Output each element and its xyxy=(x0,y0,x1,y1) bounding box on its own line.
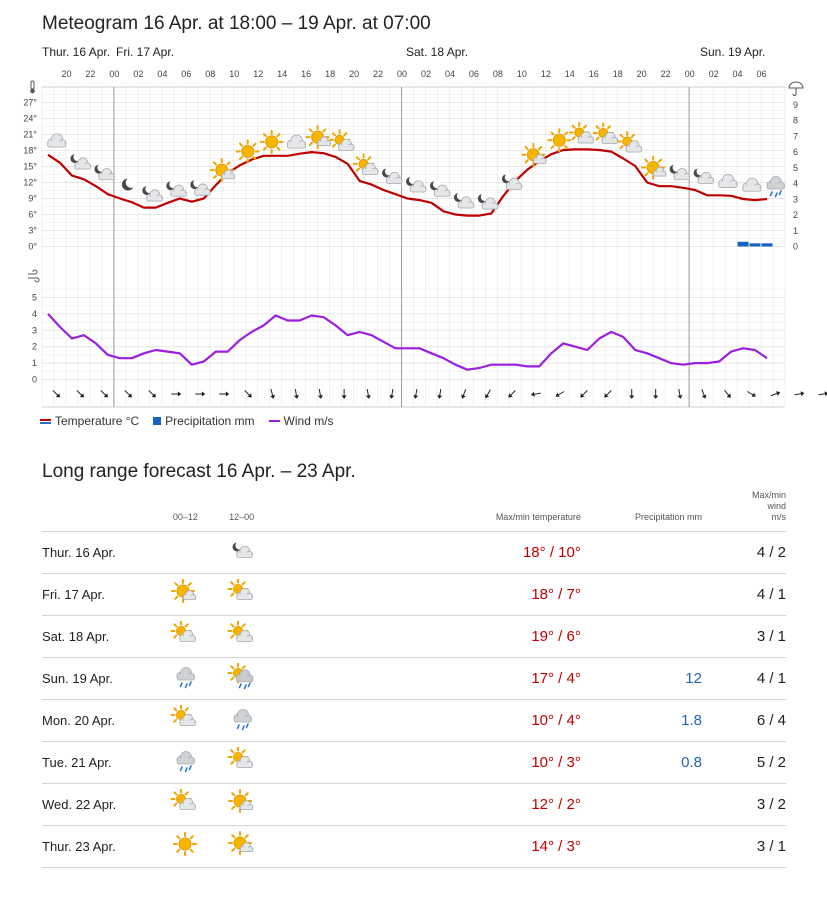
temperature-swatch xyxy=(40,419,51,424)
sun-icon xyxy=(170,831,200,859)
hour-label: 04 xyxy=(157,69,168,79)
forecast-icon-morning xyxy=(157,826,213,868)
forecast-icon-morning xyxy=(157,532,213,574)
forecast-temperature: 18° / 7° xyxy=(270,574,581,616)
forecast-wind: 6 / 4 xyxy=(702,700,786,742)
forecast-row xyxy=(42,826,786,868)
cloudy-symbol-icon xyxy=(287,135,305,148)
temp-tick-label: 6° xyxy=(28,209,37,220)
forecast-icon-morning xyxy=(157,616,213,658)
hour-label: 04 xyxy=(444,69,455,79)
long-range-header xyxy=(42,490,786,532)
hour-label: 02 xyxy=(420,69,431,79)
wind-swatch xyxy=(269,420,280,422)
precipitation-bar xyxy=(738,242,749,247)
wind-arrow-icon xyxy=(195,392,205,397)
precip-tick-label: 6 xyxy=(793,147,799,157)
meteogram-legend xyxy=(40,414,334,428)
thermometer-icon xyxy=(30,81,35,93)
forecast-wind: 4 / 1 xyxy=(702,658,786,700)
legend-precipitation xyxy=(153,414,254,428)
forecast-temperature: 19° / 6° xyxy=(270,616,581,658)
forecast-icon-afternoon xyxy=(214,616,270,658)
precipitation-series xyxy=(738,242,773,247)
forecast-icon-afternoon xyxy=(214,658,270,700)
pnight-symbol-icon xyxy=(190,179,210,195)
forecast-icon-morning xyxy=(157,784,213,826)
forecast-row xyxy=(42,658,786,700)
precip-tick-label: 4 xyxy=(793,178,799,189)
forecast-day: Sun. 19 Apr. xyxy=(42,658,157,700)
hour-label: 18 xyxy=(325,69,336,79)
hour-label: 04 xyxy=(732,69,743,79)
hour-label: 22 xyxy=(85,69,96,79)
hour-label: 02 xyxy=(708,69,719,79)
umbrella-icon xyxy=(789,82,803,96)
legend-temperature xyxy=(40,414,139,428)
partly-cloudy-icon xyxy=(227,621,257,649)
forecast-icon-afternoon xyxy=(214,826,270,868)
forecast-icon-afternoon xyxy=(214,784,270,826)
forecast-precipitation xyxy=(581,826,702,868)
hour-label: 06 xyxy=(756,69,767,79)
wind-tick-label: 1 xyxy=(31,358,37,369)
temp-tick-label: 18° xyxy=(23,145,37,156)
sun-symbol-icon xyxy=(261,131,283,153)
legend-wind-label: Wind m/s xyxy=(283,414,334,428)
wind-arrows xyxy=(51,388,827,399)
forecast-temperature: 18° / 10° xyxy=(270,532,581,574)
wind-arrow-icon xyxy=(770,390,781,398)
wind-icon xyxy=(28,270,39,282)
hour-label: 10 xyxy=(516,69,527,79)
forecast-row xyxy=(42,532,786,574)
forecast-wind: 3 / 1 xyxy=(702,616,786,658)
wind-arrow-icon xyxy=(722,389,732,400)
forecast-precipitation: 0.8 xyxy=(581,742,702,784)
psun-symbol-icon xyxy=(522,144,546,166)
pnight-symbol-icon xyxy=(454,192,474,208)
partly-cloudy-icon xyxy=(170,789,200,817)
temp-tick-label: 24° xyxy=(23,113,37,124)
precip-tick-label: 2 xyxy=(793,210,799,220)
meteogram-chart xyxy=(0,0,827,410)
pnight-symbol-icon xyxy=(382,167,402,183)
wind-arrow-icon xyxy=(483,388,492,399)
sun-rain-cloud-icon xyxy=(227,663,257,691)
day-label: Sat. 18 Apr. xyxy=(406,45,469,59)
precip-tick-label: 3 xyxy=(793,194,799,205)
forecast-wind: 3 / 2 xyxy=(702,784,786,826)
wind-arrow-icon xyxy=(75,389,86,400)
wind-tick-label: 0 xyxy=(31,374,37,385)
precipitation-bar xyxy=(750,243,761,246)
partly-cloudy-icon xyxy=(227,747,257,775)
forecast-precipitation xyxy=(581,532,702,574)
grid xyxy=(42,87,785,407)
wind-arrow-icon xyxy=(746,389,757,398)
wind-arrow-icon xyxy=(123,389,134,400)
cloudy-symbol-icon xyxy=(743,178,761,191)
forecast-precipitation: 12 xyxy=(581,658,702,700)
psun-symbol-icon xyxy=(642,157,666,179)
cloudy-symbol-icon xyxy=(48,134,66,147)
forecast-day: Thur. 23 Apr. xyxy=(42,826,157,868)
psun-symbol-icon xyxy=(211,159,235,181)
wind-arrow-icon xyxy=(818,391,827,398)
pnight-symbol-icon xyxy=(694,167,714,183)
forecast-day: Tue. 21 Apr. xyxy=(42,742,157,784)
hour-label: 00 xyxy=(684,69,695,79)
temperature-header: Max/min temperature xyxy=(495,512,581,522)
hour-label: 20 xyxy=(636,69,647,79)
partly-sunny-icon xyxy=(170,579,200,607)
forecast-icon-morning xyxy=(157,700,213,742)
long-range-title: Long range forecast 16 Apr. – 23 Apr. xyxy=(42,461,356,482)
wind-arrow-icon xyxy=(794,391,805,398)
precip-tick-label: 9 xyxy=(793,99,799,110)
pnight-symbol-icon xyxy=(502,173,522,189)
partly-cloudy-icon xyxy=(170,705,200,733)
precip-tick-label: 1 xyxy=(793,225,799,236)
forecast-row xyxy=(42,574,786,616)
forecast-icon-morning xyxy=(157,742,213,784)
hour-label: 00 xyxy=(109,69,120,79)
sun-symbol-icon xyxy=(237,140,259,162)
legend-wind xyxy=(269,414,334,428)
rain-cloud-icon xyxy=(170,663,200,691)
wind-tick-label: 3 xyxy=(31,325,37,336)
forecast-row xyxy=(42,784,786,826)
forecast-icon-afternoon xyxy=(214,700,270,742)
precip-tick-label: 0 xyxy=(793,241,799,252)
wind-arrow-icon xyxy=(243,389,254,400)
wind-arrow-icon xyxy=(629,389,634,399)
wind-arrow-icon xyxy=(602,389,613,400)
hour-label: 06 xyxy=(468,69,479,79)
forecast-wind: 4 / 1 xyxy=(702,574,786,616)
wind-arrow-icon xyxy=(578,389,589,400)
forecast-day: Thur. 16 Apr. xyxy=(42,532,157,574)
forecast-icon-morning xyxy=(157,658,213,700)
sun-symbol-icon xyxy=(548,129,570,151)
wind-arrow-icon xyxy=(530,391,541,398)
hour-label: 08 xyxy=(205,69,216,79)
hour-label: 16 xyxy=(301,69,312,79)
hour-label: 06 xyxy=(181,69,192,79)
precip-tick-label: 5 xyxy=(793,162,799,173)
rain-cloud-icon xyxy=(170,747,200,775)
hour-label: 22 xyxy=(660,69,671,79)
temp-tick-label: 3° xyxy=(28,225,37,236)
afternoon-header: 12–00 xyxy=(229,512,255,522)
pcloud-symbol-icon xyxy=(330,130,354,150)
wind-arrow-icon xyxy=(147,389,158,400)
wind-arrow-icon xyxy=(554,389,565,398)
pcloud-symbol-icon xyxy=(570,123,594,143)
pnight-symbol-icon xyxy=(406,176,426,192)
wind-tick-label: 2 xyxy=(31,341,37,352)
forecast-row xyxy=(42,700,786,742)
partly-cloudy-icon xyxy=(170,621,200,649)
legend-precipitation-label: Precipitation mm xyxy=(165,414,255,428)
day-label: Fri. 17 Apr. xyxy=(116,45,175,59)
forecast-day: Mon. 20 Apr. xyxy=(42,700,157,742)
rain-symbol-icon xyxy=(767,177,785,197)
moon-symbol-icon xyxy=(122,177,137,191)
hour-label: 14 xyxy=(277,69,288,79)
cloudy-symbol-icon xyxy=(719,174,737,187)
day-header xyxy=(42,490,157,532)
forecast-temperature: 10° / 4° xyxy=(270,700,581,742)
wind-tick-label: 4 xyxy=(31,308,37,319)
wind-tick-label: 5 xyxy=(31,292,37,303)
partly-cloudy-icon xyxy=(227,579,257,607)
forecast-temperature: 14° / 3° xyxy=(270,826,581,868)
forecast-row xyxy=(42,616,786,658)
forecast-precipitation xyxy=(581,784,702,826)
hour-label: 00 xyxy=(397,69,408,79)
forecast-temperature: 12° / 2° xyxy=(270,784,581,826)
forecast-temperature: 10° / 3° xyxy=(270,742,581,784)
forecast-wind: 5 / 2 xyxy=(702,742,786,784)
temp-tick-label: 0° xyxy=(28,241,37,252)
hour-label: 10 xyxy=(229,69,240,79)
wind-arrow-icon xyxy=(507,389,518,400)
wind-arrow-icon xyxy=(51,389,62,400)
temp-tick-label: 21° xyxy=(23,129,37,140)
forecast-precipitation xyxy=(581,574,702,616)
partly-sunny-icon xyxy=(227,789,257,817)
temp-tick-label: 27° xyxy=(23,97,37,108)
wind-arrow-icon xyxy=(653,389,658,399)
hour-label: 08 xyxy=(492,69,503,79)
forecast-precipitation xyxy=(581,616,702,658)
hour-label: 02 xyxy=(133,69,144,79)
pcloud-symbol-icon xyxy=(354,154,378,174)
psun-symbol-icon xyxy=(307,126,331,148)
temp-tick-label: 15° xyxy=(23,161,37,172)
morning-header: 00–12 xyxy=(172,512,198,522)
forecast-day: Fri. 17 Apr. xyxy=(42,574,157,616)
forecast-precipitation: 1.8 xyxy=(581,700,702,742)
day-label: Thur. 16 Apr. xyxy=(42,45,111,59)
forecast-row xyxy=(42,742,786,784)
hour-label: 22 xyxy=(373,69,384,79)
forecast-day: Sat. 18 Apr. xyxy=(42,616,157,658)
forecast-wind: 4 / 2 xyxy=(702,532,786,574)
precip-tick-label: 8 xyxy=(793,115,799,126)
rain-cloud-icon xyxy=(227,705,257,733)
temp-tick-label: 12° xyxy=(23,177,37,188)
hour-label: 16 xyxy=(588,69,599,79)
hour-label: 20 xyxy=(61,69,72,79)
precipitation-swatch xyxy=(153,417,161,425)
forecast-icon-afternoon xyxy=(214,574,270,616)
weather-symbols xyxy=(48,123,785,209)
partly-cloudy-night-icon xyxy=(227,537,257,565)
wind-arrow-icon xyxy=(219,392,229,397)
precipitation-bar xyxy=(762,243,773,246)
hour-label: 20 xyxy=(349,69,360,79)
day-label: Sun. 19 Apr. xyxy=(700,45,766,59)
forecast-day: Wed. 22 Apr. xyxy=(42,784,157,826)
hour-label: 14 xyxy=(564,69,575,79)
forecast-icon-afternoon xyxy=(214,532,270,574)
wind-arrow-icon xyxy=(171,392,181,397)
precipitation-header: Precipitation mm xyxy=(634,512,702,522)
long-range-table xyxy=(42,490,786,868)
wind-header: Max/min wind m/s xyxy=(751,490,786,522)
forecast-wind: 3 / 1 xyxy=(702,826,786,868)
temp-tick-label: 9° xyxy=(28,193,37,204)
forecast-icon-afternoon xyxy=(214,742,270,784)
hour-label: 18 xyxy=(612,69,623,79)
partly-sunny-icon xyxy=(227,831,257,859)
precip-tick-label: 7 xyxy=(793,131,799,142)
wind-arrow-icon xyxy=(342,389,347,399)
legend-temperature-label: Temperature °C xyxy=(55,414,140,428)
wind-arrow-icon xyxy=(99,389,110,400)
hour-label: 12 xyxy=(540,69,551,79)
meteogram-title: Meteogram 16 Apr. at 18:00 – 19 Apr. at 07:00 xyxy=(42,13,431,34)
forecast-temperature: 17° / 4° xyxy=(270,658,581,700)
forecast-icon-morning xyxy=(157,574,213,616)
hour-label: 12 xyxy=(253,69,264,79)
